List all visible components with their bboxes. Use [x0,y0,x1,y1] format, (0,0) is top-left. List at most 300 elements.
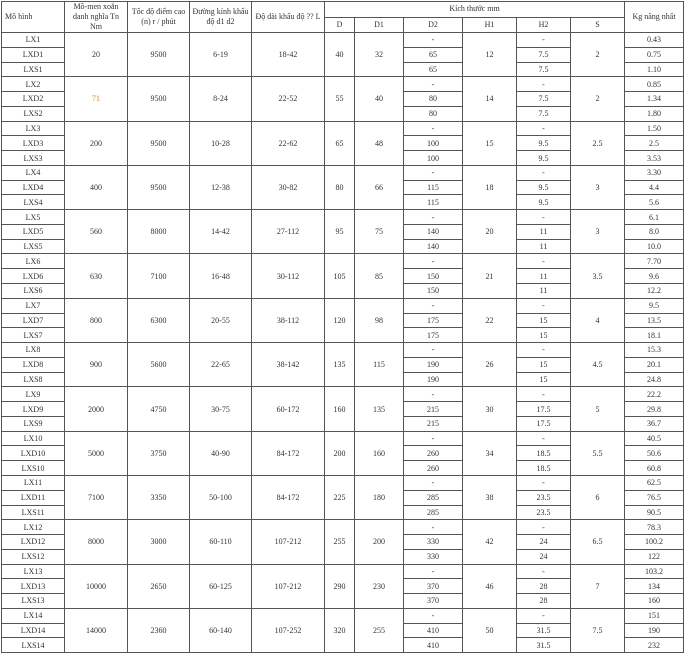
d2-cell: 140 [404,224,463,239]
table-row [2,33,684,48]
bore-cell: 8-24 [190,77,252,121]
model-cell: LXD2 [2,92,65,107]
inertia-cell: 0.43 [625,33,684,48]
h2-cell: - [517,520,571,535]
model-cell: LXD1 [2,47,65,62]
h2-cell: 31.5 [517,623,571,638]
inertia-cell: 13.5 [625,313,684,328]
d2-cell: 330 [404,535,463,550]
d1-cell: 230 [355,564,404,608]
torque-cell: 900 [65,343,128,387]
header-h1: H1 [463,17,517,33]
d2-cell: 215 [404,416,463,431]
length-cell: 107-252 [252,608,325,652]
d2-cell: - [404,210,463,225]
speed-cell: 3750 [128,431,190,475]
inertia-cell: 10.0 [625,239,684,254]
model-cell: LXS14 [2,638,65,653]
d2-cell: - [404,165,463,180]
d-cell: 320 [325,608,355,652]
d-cell: 105 [325,254,355,298]
model-cell: LX14 [2,608,65,623]
model-cell: LXS8 [2,372,65,387]
bore-cell: 60-140 [190,608,252,652]
d2-cell: - [404,520,463,535]
h2-cell: 11 [517,224,571,239]
inertia-cell: 160 [625,594,684,609]
model-cell: LXD5 [2,224,65,239]
header-length: Độ dài khẩu độ ?? L [252,2,325,33]
h2-cell: 28 [517,579,571,594]
h2-cell: - [517,33,571,48]
inertia-cell: 9.6 [625,269,684,284]
d-cell: 120 [325,298,355,342]
length-cell: 84-172 [252,431,325,475]
table-row [2,608,684,623]
h2-cell: 7.5 [517,47,571,62]
d-cell: 40 [325,33,355,77]
d2-cell: 285 [404,490,463,505]
d2-cell: 215 [404,402,463,417]
d1-cell: 32 [355,33,404,77]
h2-cell: 7.5 [517,106,571,121]
length-cell: 60-172 [252,387,325,431]
length-cell: 22-52 [252,77,325,121]
h2-cell: 15 [517,357,571,372]
inertia-cell: 1.80 [625,106,684,121]
header-s: S [571,17,625,33]
h2-cell: 15 [517,313,571,328]
torque-cell: 800 [65,298,128,342]
h2-cell: - [517,431,571,446]
s-cell: 7.5 [571,608,625,652]
length-cell: 30-112 [252,254,325,298]
speed-cell: 3000 [128,520,190,564]
table-row [2,564,684,579]
h2-cell: - [517,387,571,402]
h1-cell: 18 [463,165,517,209]
h1-cell: 26 [463,343,517,387]
table-row [2,165,684,180]
bore-cell: 16-48 [190,254,252,298]
d2-cell: 100 [404,136,463,151]
inertia-cell: 232 [625,638,684,653]
s-cell: 3.5 [571,254,625,298]
inertia-cell: 122 [625,549,684,564]
length-cell: 84-172 [252,475,325,519]
h2-cell: 18.5 [517,461,571,476]
d2-cell: - [404,475,463,490]
torque-cell: 14000 [65,608,128,652]
inertia-cell: 6.1 [625,210,684,225]
torque-cell: 10000 [65,564,128,608]
model-cell: LXS2 [2,106,65,121]
d2-cell: 410 [404,638,463,653]
s-cell: 7 [571,564,625,608]
bore-cell: 14-42 [190,210,252,254]
h2-cell: - [517,608,571,623]
inertia-cell: 20.1 [625,357,684,372]
table-body [2,33,684,653]
torque-cell: 400 [65,165,128,209]
inertia-cell: 22.2 [625,387,684,402]
s-cell: 6.5 [571,520,625,564]
h2-cell: 15 [517,372,571,387]
d1-cell: 40 [355,77,404,121]
model-cell: LX11 [2,475,65,490]
inertia-cell: 1.34 [625,92,684,107]
inertia-cell: 100.2 [625,535,684,550]
d2-cell: 260 [404,461,463,476]
h2-cell: 23.5 [517,490,571,505]
inertia-cell: 62.5 [625,475,684,490]
torque-cell: 2000 [65,387,128,431]
model-cell: LX6 [2,254,65,269]
model-cell: LXD14 [2,623,65,638]
s-cell: 4.5 [571,343,625,387]
length-cell: 18-42 [252,33,325,77]
table-row [2,77,684,92]
header-inertia: Kg năng nhất [625,2,684,33]
model-cell: LXD12 [2,535,65,550]
h2-cell: 11 [517,239,571,254]
d2-cell: - [404,77,463,92]
inertia-cell: 9.5 [625,298,684,313]
bore-cell: 12-38 [190,165,252,209]
d1-cell: 115 [355,343,404,387]
h2-cell: - [517,165,571,180]
h2-cell: 15 [517,328,571,343]
length-cell: 38-112 [252,298,325,342]
header-speed: Tốc độ điểm cao (n) r / phút [128,2,190,33]
d2-cell: 150 [404,284,463,299]
inertia-cell: 76.5 [625,490,684,505]
h2-cell: - [517,343,571,358]
s-cell: 4 [571,298,625,342]
inertia-cell: 8.0 [625,224,684,239]
inertia-cell: 29.8 [625,402,684,417]
table-row [2,387,684,402]
d-cell: 290 [325,564,355,608]
speed-cell: 9500 [128,77,190,121]
model-cell: LXD4 [2,180,65,195]
d2-cell: - [404,564,463,579]
model-cell: LXD3 [2,136,65,151]
model-cell: LXD6 [2,269,65,284]
bore-cell: 40-90 [190,431,252,475]
inertia-cell: 0.75 [625,47,684,62]
h1-cell: 14 [463,77,517,121]
h2-cell: 9.5 [517,180,571,195]
inertia-cell: 40.5 [625,431,684,446]
header-d2: D2 [404,17,463,33]
d2-cell: - [404,431,463,446]
bore-cell: 22-65 [190,343,252,387]
length-cell: 38-142 [252,343,325,387]
d-cell: 95 [325,210,355,254]
d-cell: 65 [325,121,355,165]
d2-cell: 175 [404,313,463,328]
d2-cell: 190 [404,372,463,387]
model-cell: LXD10 [2,446,65,461]
inertia-cell: 24.8 [625,372,684,387]
s-cell: 5.5 [571,431,625,475]
speed-cell: 5600 [128,343,190,387]
d1-cell: 85 [355,254,404,298]
d-cell: 160 [325,387,355,431]
header-dimensions: Kích thước mm [325,2,625,18]
d2-cell: 150 [404,269,463,284]
inertia-cell: 3.30 [625,165,684,180]
model-cell: LX3 [2,121,65,136]
inertia-cell: 0.85 [625,77,684,92]
d2-cell: 65 [404,47,463,62]
inertia-cell: 1.50 [625,121,684,136]
inertia-cell: 78.3 [625,520,684,535]
d2-cell: 115 [404,195,463,210]
d2-cell: - [404,121,463,136]
speed-cell: 3350 [128,475,190,519]
d2-cell: - [404,608,463,623]
d2-cell: 410 [404,623,463,638]
inertia-cell: 15.3 [625,343,684,358]
inertia-cell: 5.6 [625,195,684,210]
h2-cell: 9.5 [517,136,571,151]
h2-cell: 24 [517,549,571,564]
d1-cell: 180 [355,475,404,519]
h1-cell: 46 [463,564,517,608]
header-d: D [325,17,355,33]
inertia-cell: 18.1 [625,328,684,343]
inertia-cell: 4.4 [625,180,684,195]
model-cell: LXD7 [2,313,65,328]
d2-cell: 175 [404,328,463,343]
inertia-cell: 3.53 [625,151,684,166]
inertia-cell: 1.10 [625,62,684,77]
model-cell: LXS12 [2,549,65,564]
d2-cell: 80 [404,92,463,107]
h2-cell: - [517,564,571,579]
d2-cell: 370 [404,579,463,594]
inertia-cell: 90.5 [625,505,684,520]
inertia-cell: 151 [625,608,684,623]
model-cell: LX8 [2,343,65,358]
bore-cell: 30-75 [190,387,252,431]
model-cell: LXD13 [2,579,65,594]
h2-cell: 18.5 [517,446,571,461]
d1-cell: 200 [355,520,404,564]
h1-cell: 12 [463,33,517,77]
torque-cell: 7100 [65,475,128,519]
model-cell: LXS6 [2,284,65,299]
bore-cell: 60-125 [190,564,252,608]
inertia-cell: 103.2 [625,564,684,579]
model-cell: LXD8 [2,357,65,372]
speed-cell: 9500 [128,121,190,165]
length-cell: 30-82 [252,165,325,209]
h1-cell: 20 [463,210,517,254]
model-cell: LXS11 [2,505,65,520]
torque-cell: 630 [65,254,128,298]
d2-cell: - [404,254,463,269]
inertia-cell: 60.8 [625,461,684,476]
d2-cell: 100 [404,151,463,166]
h1-cell: 21 [463,254,517,298]
header-bore: Đường kính khẩu độ d1 d2 [190,2,252,33]
s-cell: 2 [571,33,625,77]
inertia-cell: 50.6 [625,446,684,461]
d2-cell: 330 [404,549,463,564]
model-cell: LXS3 [2,151,65,166]
d2-cell: 190 [404,357,463,372]
h2-cell: 11 [517,269,571,284]
table-row [2,298,684,313]
inertia-cell: 2.5 [625,136,684,151]
d2-cell: 140 [404,239,463,254]
h2-cell: - [517,77,571,92]
table-row [2,431,684,446]
table-row [2,343,684,358]
inertia-cell: 7.70 [625,254,684,269]
model-cell: LX7 [2,298,65,313]
h2-cell: 17.5 [517,416,571,431]
h2-cell: - [517,254,571,269]
bore-cell: 60-110 [190,520,252,564]
d2-cell: 115 [404,180,463,195]
header-torque: Mô-men xoắn danh nghĩa Tn Nm [65,2,128,33]
h1-cell: 42 [463,520,517,564]
h1-cell: 34 [463,431,517,475]
d1-cell: 48 [355,121,404,165]
d2-cell: 370 [404,594,463,609]
table-row [2,210,684,225]
h2-cell: 17.5 [517,402,571,417]
inertia-cell: 190 [625,623,684,638]
length-cell: 107-212 [252,520,325,564]
model-cell: LXS13 [2,594,65,609]
d1-cell: 135 [355,387,404,431]
model-cell: LXS7 [2,328,65,343]
table-row [2,475,684,490]
inertia-cell: 36.7 [625,416,684,431]
speed-cell: 4750 [128,387,190,431]
bore-cell: 6-19 [190,33,252,77]
d2-cell: 65 [404,62,463,77]
model-cell: LX2 [2,77,65,92]
h1-cell: 22 [463,298,517,342]
header-d1: D1 [355,17,404,33]
model-cell: LX4 [2,165,65,180]
model-cell: LXS4 [2,195,65,210]
d1-cell: 160 [355,431,404,475]
speed-cell: 6300 [128,298,190,342]
model-cell: LX5 [2,210,65,225]
d-cell: 225 [325,475,355,519]
h2-cell: 24 [517,535,571,550]
torque-cell: 20 [65,33,128,77]
h2-cell: 28 [517,594,571,609]
inertia-cell: 134 [625,579,684,594]
table-row [2,254,684,269]
h2-cell: - [517,298,571,313]
torque-cell: 8000 [65,520,128,564]
speed-cell: 7100 [128,254,190,298]
model-cell: LXD11 [2,490,65,505]
bore-cell: 20-55 [190,298,252,342]
model-cell: LX12 [2,520,65,535]
d2-cell: 260 [404,446,463,461]
table-row [2,121,684,136]
h1-cell: 38 [463,475,517,519]
s-cell: 2.5 [571,121,625,165]
speed-cell: 2650 [128,564,190,608]
s-cell: 2 [571,77,625,121]
model-cell: LXS10 [2,461,65,476]
d2-cell: - [404,298,463,313]
h2-cell: 23.5 [517,505,571,520]
length-cell: 22-62 [252,121,325,165]
d-cell: 55 [325,77,355,121]
table-header [2,2,684,33]
coupling-spec-table [1,1,684,653]
d1-cell: 75 [355,210,404,254]
h2-cell: 11 [517,284,571,299]
speed-cell: 9500 [128,165,190,209]
d-cell: 80 [325,165,355,209]
d2-cell: 285 [404,505,463,520]
h2-cell: - [517,121,571,136]
d2-cell: 80 [404,106,463,121]
bore-cell: 50-100 [190,475,252,519]
s-cell: 3 [571,165,625,209]
torque-cell: 71 [65,77,128,121]
inertia-cell: 12.2 [625,284,684,299]
bore-cell: 10-28 [190,121,252,165]
model-cell: LXS9 [2,416,65,431]
length-cell: 107-212 [252,564,325,608]
h2-cell: 9.5 [517,195,571,210]
s-cell: 5 [571,387,625,431]
model-cell: LXS5 [2,239,65,254]
d1-cell: 98 [355,298,404,342]
torque-cell: 560 [65,210,128,254]
d1-cell: 255 [355,608,404,652]
torque-cell: 5000 [65,431,128,475]
h1-cell: 30 [463,387,517,431]
d-cell: 200 [325,431,355,475]
h1-cell: 50 [463,608,517,652]
h2-cell: 31.5 [517,638,571,653]
model-cell: LX13 [2,564,65,579]
speed-cell: 2360 [128,608,190,652]
s-cell: 3 [571,210,625,254]
h2-cell: 9.5 [517,151,571,166]
header-h2: H2 [517,17,571,33]
speed-cell: 9500 [128,33,190,77]
h2-cell: 7.5 [517,62,571,77]
h2-cell: - [517,475,571,490]
length-cell: 27-112 [252,210,325,254]
h1-cell: 15 [463,121,517,165]
model-cell: LX9 [2,387,65,402]
speed-cell: 8000 [128,210,190,254]
d2-cell: - [404,343,463,358]
table-row [2,520,684,535]
s-cell: 6 [571,475,625,519]
model-cell: LXD9 [2,402,65,417]
d1-cell: 66 [355,165,404,209]
header-model: Mô hình [2,2,65,33]
